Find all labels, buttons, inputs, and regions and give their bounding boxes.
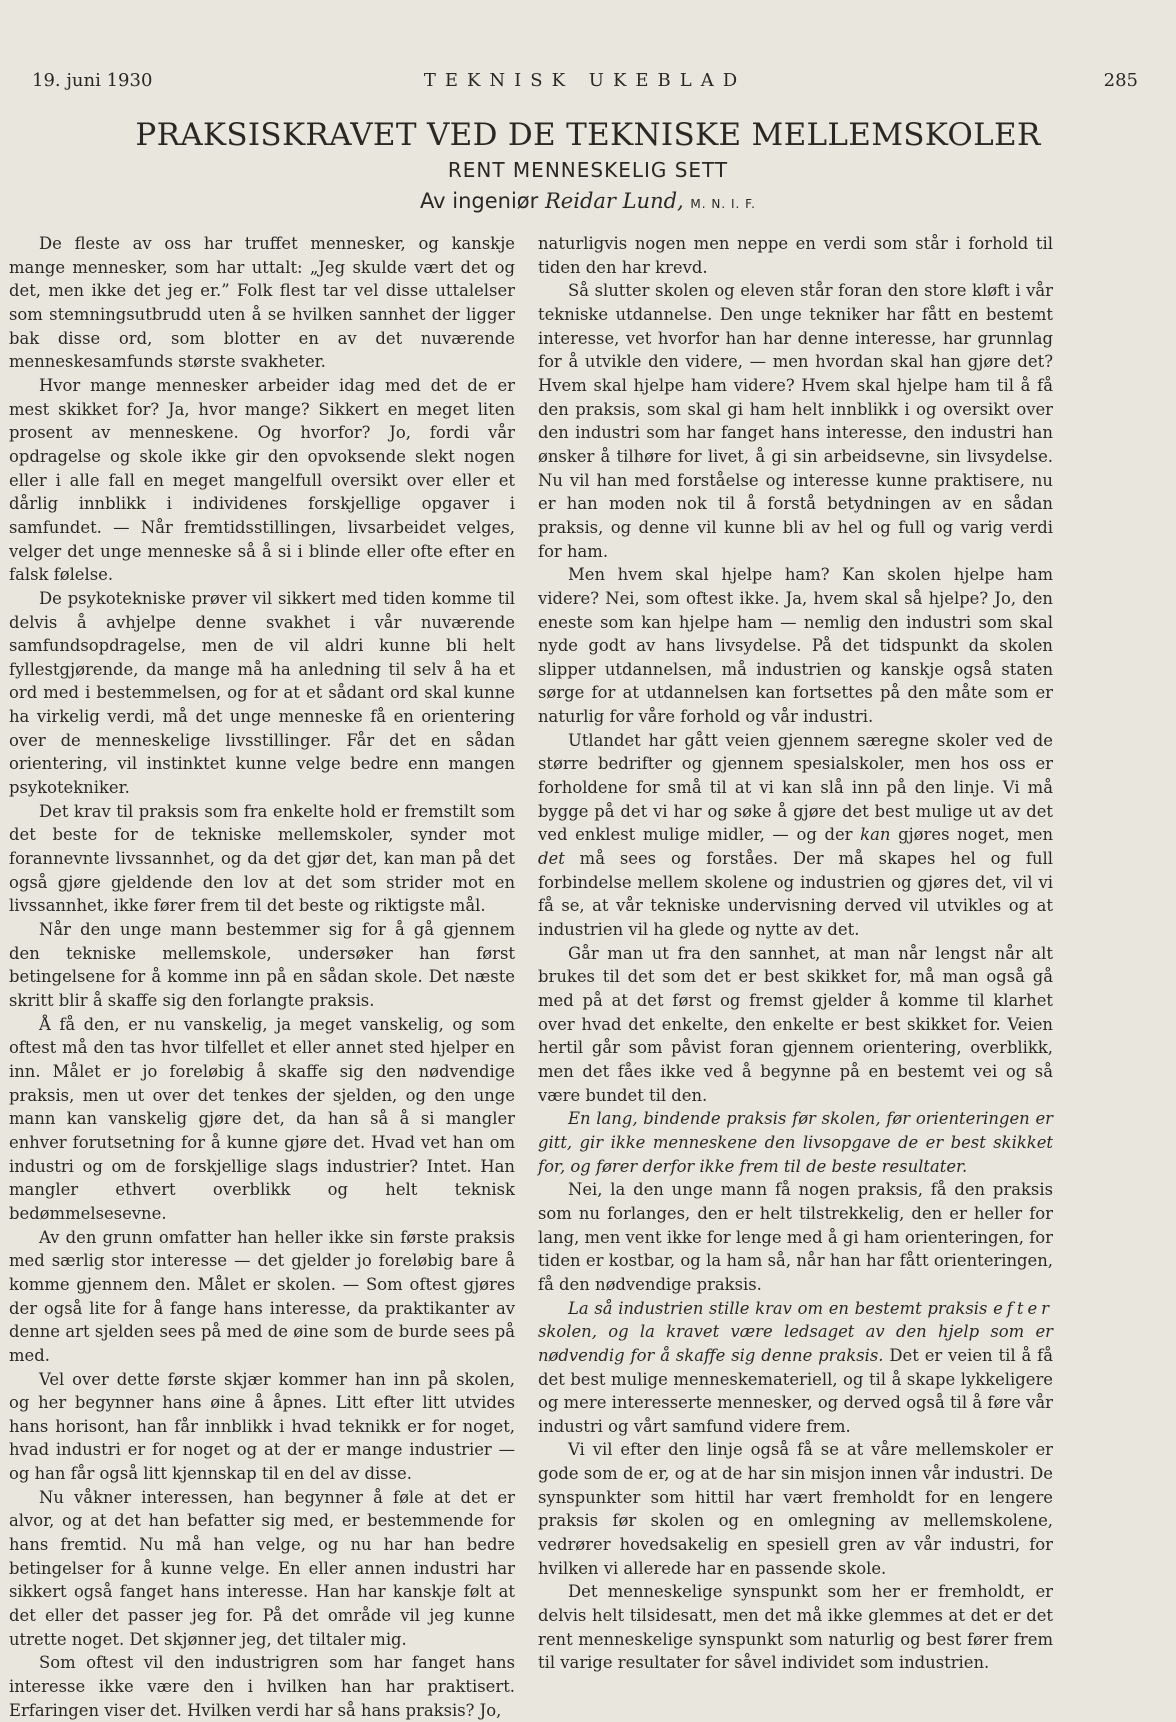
text-run: gjøres noget, men xyxy=(890,825,1053,845)
emphasis: det xyxy=(538,849,565,869)
running-head xyxy=(32,70,1138,94)
byline-prefix: Av ingeniør xyxy=(420,189,539,213)
article-title: PRAKSISKRAVET VED DE TEKNISKE MELLEMSKOLER xyxy=(135,117,1041,153)
emphasis: kan xyxy=(860,825,891,845)
paragraph: Så slutter skolen og eleven står foran den store kløft i vår tekniske utdannelse. Den unge tekniker har fått en bestemt interesse, vet hvorfor han har denne interesse, har grunnlag for å utvikle den videre, — men hvordan skal han gjøre det? Hvem skal hjelpe ham videre? Hvem skal hjelpe ham til å få den praksis, som skal gi ham helt innblikk i og oversikt over den industri som har fanget hans interesse, den industri han ønsker å tilhøre for livet, å gi sin arbeidsevne, sin livsydelse. Nu vil han med forståelse og interesse kunne praktisere, nu er han moden nok til å forstå betydningen av en sådan praksis, og denne vil kunne bli av hel og full og varig verdi for ham. xyxy=(538,281,1053,561)
author-affiliation: M. N. I. F. xyxy=(690,197,756,211)
emphasis: La så industrien stille krav om en bestemt praksis xyxy=(568,1298,994,1318)
page-number: 285 xyxy=(1103,70,1138,91)
journal-name: TEKNISK UKEBLAD xyxy=(423,70,747,91)
author-name: Reidar Lund, xyxy=(544,189,684,213)
paragraph: De fleste av oss har truffet mennesker, og kanskje mange mennesker, som har uttalt: „Jeg skulde vært det og det, men ikke det jeg er.” Folk flest tar vel disse uttalelser som stemningsutbrudd uten å se hvilken sannhet der ligger bak disse ord, som blotter en av det nuværende menneskesamfunds største svakheter. xyxy=(9,234,515,372)
paragraph: De psykotekniske prøver vil sikkert med tiden komme til delvis å avhjelpe denne svakhet i vår nuværende samfundsopdragelse, men de vil aldri kunne bli helt fyllestgjørende, da mange må ha anledning til selv å ha et ord med i bestemmelsen, og for at et sådant ord skal kunne ha virkelig verdi, må det unge menneske få en orientering over de menneskelige livsstillinger. Får det en sådan orientering, vil instinktet kunne velge bedre enn mangen psykotekniker. xyxy=(9,588,515,798)
paragraph: Det menneskelige synspunkt som her er fremholdt, er delvis helt tilsidesatt, men det må ikke glemmes at det er det rent menneskelige synspunkt som naturlig og best fører frem til varige resultater for såvel individet som industrien. xyxy=(538,1582,1053,1673)
paragraph: Nei, la den unge mann få nogen praksis, få den praksis som nu forlanges, den er helt tilstrekkelig, den er heller for lang, men vent ikke for lenge med å gi ham orienteringen, for tiden er kostbar, og la ham så, når han har fått orienteringen, få den nødvendige praksis. xyxy=(538,1180,1053,1294)
paragraph: Det krav til praksis som fra enkelte hold er fremstilt som det beste for de tekniske mellemskoler, synder mot forannevnte livssannhet, og da det gjør det, kan man på det også gjøre gjeldende den lov at det som strider mot en livssannhet, ikke fører frem til det beste og riktigste mål. xyxy=(9,801,515,916)
paragraph-continuation: naturligvis nogen men neppe en verdi som står i forhold til tiden den har krevd. xyxy=(538,234,1053,277)
text-run: Utlandet har gått veien gjennem særegne skoler ved de større bedrifter og gjennem spesialskoler, men hos oss er forholdene for små til at vi kan slå inn på den linje. Vi må bygge på det vi har og søke å gjøre det best mulige ut av det ved enklest mulige midler, — og der xyxy=(538,730,1053,845)
paragraph: Vel over dette første skjær kommer han inn på skolen, og her begynner hans øine å åpnes. Litt efter litt utvides hans horisont, han får innblikk i hvad teknikk er for noget, hvad industri er for noget og at der er mange industrier — og han får også litt kjennskap til en del av disse. xyxy=(9,1369,515,1484)
byline xyxy=(0,189,1176,213)
paragraph: Hvor mange mennesker arbeider idag med det de er mest skikket for? Ja, hvor mange? Sikkert en meget liten prosent av menneskene. Og hvorfor? Jo, fordi vår opdragelse og skole ikke gir den opvoksende slekt nogen eller i alle fall en meget mangelfull oversikt over eller et dårlig innblikk i individenes forskjellige opgaver i samfundet. — Når fremtidsstillingen, livsarbeidet velges, velger det unge menneske så å si i blinde eller ofte efter en falsk følelse. xyxy=(9,375,515,585)
text-run: Det er veien til å få det best mulige menneskemateriell, og til å skape lykkeligere og mere interesserte mennesker, og derved også til å føre vår industri og vårt samfund videre frem. xyxy=(538,1345,1053,1436)
issue-date: 19. juni 1930 xyxy=(32,70,153,91)
paragraph: Nu våkner interessen, han begynner å føle at det er alvor, og at det han befatter sig med, er bestemmende for hans fremtid. Nu må han velge, og nu har han bedre betingelser for å kunne velge. En eller annen industri har sikkert også fanget hans interesse. Han har kanskje følt at det eller det passer jeg for. På det område vil jeg kunne utrette noget. Det skjønner jeg, det tiltaler mig. xyxy=(9,1487,515,1649)
paragraph: Som oftest vil den industrigren som har fanget hans interesse ikke være den i hvilken han har praktisert. Erfaringen viser det. Hvilken verdi har så hans praksis? Jo, xyxy=(9,1653,515,1720)
paragraph: Av den grunn omfatter han heller ikke sin første praksis med særlig stor interesse — det gjelder jo foreløbig bare å komme gjennem den. Målet er skolen. — Som oftest gjøres der også lite for å fange hans interesse, da praktikanter av denne art sjelden sees på med de øine som de burde sees på med. xyxy=(9,1227,515,1365)
article-subtitle: RENT MENNESKELIG SETT xyxy=(447,158,729,182)
paragraph xyxy=(538,729,1053,942)
left-column xyxy=(9,232,515,1720)
text-run: må sees og forståes. Der må skapes hel og full forbindelse mellem skolene og industrien og gjøres det, vil vi få se, at vår tekniske undervisning derved vil utvikles og at industrien vil ha glede og nytte av det. xyxy=(538,849,1053,940)
emphasis: skolen, og la kravet være ledsaget av den hjelp som er nødvendig for å skaffe sig denne praksis. xyxy=(538,1322,1053,1365)
paragraph xyxy=(538,1297,1053,1439)
italic-paragraph: En lang, bindende praksis før skolen, før orienteringen er gitt, gir ikke menneskene den livsopgave de er best skikket for, og fører derfor ikke frem til de beste resultater. xyxy=(538,1109,1053,1176)
paragraph: Vi vil efter den linje også få se at våre mellemskoler er gode som de er, og at de har sin misjon innen vår industri. De synspunkter som hittil har vært fremholdt for en lengere praksis før skolen og en omlegning av mellemskolene, vedrører hovedsakelig en spesiell gren av vår industri, for hvilken vi allerede har en passende skole. xyxy=(538,1440,1053,1578)
paragraph: Når den unge mann bestemmer sig for å gå gjennem den tekniske mellemskole, undersøker han først betingelsene for å komme inn på en sådan skole. Det næste skritt blir å skaffe sig den forlangte praksis. xyxy=(9,920,515,1010)
paragraph: Men hvem skal hjelpe ham? Kan skolen hjelpe ham videre? Nei, som oftest ikke. Ja, hvem skal så hjelpe? Jo, den eneste som kan hjelpe ham — nemlig den industri som skal nyde godt av hans livsydelse. På det tidspunkt da skolen slipper utdannelsen, må industrien og kanskje også staten sørge for at utdannelsen kan fortsettes på den måte som er naturlig for våre forhold og vår industri. xyxy=(538,565,1053,727)
right-column xyxy=(538,232,1053,1673)
paragraph: Går man ut fra den sannhet, at man når lengst når alt brukes til det som det er best skikket for, må man også gå med på at det først og fremst gjelder å komme til klarhet over hvad det enkelte, den enkelte er best skikket for. Veien hertil går som påvist foran gjennem orientering, overblikk, men det fåes ikke ved å begynne på en bestemt vei og så være bundet til den. xyxy=(538,943,1053,1105)
spaced-emphasis: efter xyxy=(993,1298,1053,1318)
paragraph: Å få den, er nu vanskelig, ja meget vanskelig, og som oftest må den tas hvor tilfellet et eller annet sted hjelper en inn. Målet er jo foreløbig å skaffe sig den nødvendige praksis, men ut over det tenkes der sjelden, og den unge mann kan vanskelig gjøre det, da han så å si mangler enhver forutsetning for å kunne gjøre det. Hvad vet han om industri og om de forskjellige slags industrier? Intet. Han mangler ethvert overblikk og helt teknisk bedømmelsesevne. xyxy=(9,1014,515,1223)
